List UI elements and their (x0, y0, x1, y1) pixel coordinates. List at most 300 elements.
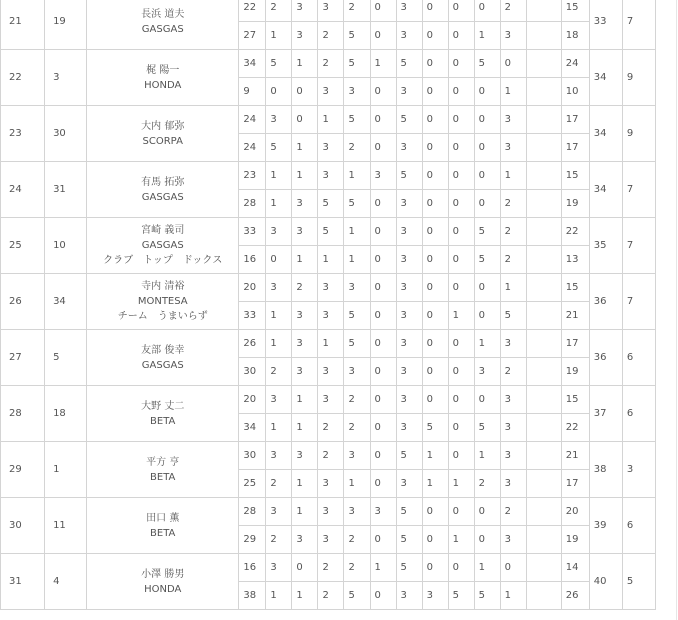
section-score-cell: 0 (422, 274, 448, 302)
rider-cell (87, 554, 239, 610)
section-score-cell: 2 (344, 526, 370, 554)
section-score-cell: 0 (422, 302, 448, 330)
section-score-cell: 0 (370, 358, 396, 386)
section-score-cell: 0 (448, 386, 474, 414)
cleans-cell: 7 (622, 0, 655, 50)
section-score-cell: 3 (318, 162, 344, 190)
cleans-cell: 3 (622, 442, 655, 498)
section-score-cell: 0 (448, 554, 474, 582)
number-cell: 10 (45, 218, 87, 274)
section-score-cell: 3 (396, 0, 422, 22)
section-score-cell: 2 (500, 190, 526, 218)
section-score-cell: 0 (474, 386, 500, 414)
section-score-cell: 3 (266, 106, 292, 134)
section-score-cell: 5 (448, 582, 474, 610)
rider-cell (87, 386, 239, 442)
section-score-cell: 3 (292, 330, 318, 358)
section-score-cell: 3 (292, 358, 318, 386)
section-score-cell: 1 (292, 134, 318, 162)
section-score-cell: 3 (344, 498, 370, 526)
cleans-cell: 7 (622, 274, 655, 330)
section-score-cell: 1 (344, 470, 370, 498)
table-row (1, 106, 656, 134)
section-score-cell: 0 (422, 22, 448, 50)
lap-subtotal-cell: 17 (561, 330, 589, 358)
section-score-cell (526, 106, 561, 134)
section-score-cell: 3 (318, 134, 344, 162)
table-row (1, 162, 656, 190)
rider-team: クラブ トップ ドックス (103, 255, 223, 266)
rider-make: BETA (150, 527, 176, 539)
section-score-cell: 3 (292, 302, 318, 330)
section-score-cell: 0 (448, 498, 474, 526)
rank-cell: 25 (1, 218, 45, 274)
section-score-cell: 1 (318, 106, 344, 134)
section-score-cell: 3 (500, 414, 526, 442)
section-score-cell: 2 (344, 134, 370, 162)
section-score-cell: 3 (266, 218, 292, 246)
rank-cell: 29 (1, 442, 45, 498)
section-score-cell: 0 (474, 302, 500, 330)
rider-team: チーム うまいらず (117, 311, 208, 322)
section-score-cell: 2 (266, 0, 292, 22)
section-score-cell: 3 (266, 554, 292, 582)
section-score-cell: 3 (396, 274, 422, 302)
section-score-cell: 1 (474, 330, 500, 358)
section-score-cell (526, 470, 561, 498)
section-score-cell: 2 (474, 470, 500, 498)
section-score-cell: 1 (292, 162, 318, 190)
section-score-cell: 3 (318, 498, 344, 526)
section-score-cell: 3 (318, 302, 344, 330)
results-body (1, 0, 656, 610)
lap-score-cell: 24 (239, 106, 266, 134)
rider-name: 寺内 清裕 (141, 281, 185, 292)
rank-cell: 30 (1, 498, 45, 554)
section-score-cell: 0 (422, 50, 448, 78)
section-score-cell (526, 414, 561, 442)
section-score-cell: 2 (500, 0, 526, 22)
section-score-cell: 0 (500, 554, 526, 582)
section-score-cell: 5 (344, 582, 370, 610)
section-score-cell: 1 (292, 386, 318, 414)
lap-score-cell: 23 (239, 162, 266, 190)
section-score-cell (526, 218, 561, 246)
section-score-cell (526, 386, 561, 414)
lap-score-cell: 16 (239, 554, 266, 582)
lap-subtotal-cell: 17 (561, 134, 589, 162)
section-score-cell: 3 (396, 218, 422, 246)
rider-cell (87, 498, 239, 554)
lap-subtotal-cell: 19 (561, 190, 589, 218)
rider-make: HONDA (144, 583, 182, 595)
section-score-cell: 0 (448, 358, 474, 386)
section-score-cell: 0 (422, 386, 448, 414)
section-score-cell: 5 (474, 218, 500, 246)
section-score-cell: 2 (344, 386, 370, 414)
rider-name: 大内 郁弥 (141, 120, 185, 132)
section-score-cell: 5 (474, 414, 500, 442)
rider-make: BETA (150, 415, 176, 427)
section-score-cell (526, 50, 561, 78)
section-score-cell: 3 (318, 526, 344, 554)
section-score-cell: 1 (292, 582, 318, 610)
section-score-cell: 1 (474, 554, 500, 582)
section-score-cell: 0 (448, 106, 474, 134)
lap-subtotal-cell: 15 (561, 0, 589, 22)
section-score-cell: 5 (422, 414, 448, 442)
lap-subtotal-cell: 22 (561, 218, 589, 246)
section-score-cell: 3 (500, 134, 526, 162)
section-score-cell: 0 (422, 526, 448, 554)
section-score-cell: 0 (474, 78, 500, 106)
rank-cell: 27 (1, 330, 45, 386)
lap-subtotal-cell: 18 (561, 22, 589, 50)
rider-make: BETA (150, 471, 176, 483)
section-score-cell: 1 (266, 190, 292, 218)
section-score-cell: 1 (370, 50, 396, 78)
section-score-cell: 1 (500, 78, 526, 106)
table-row (1, 442, 656, 470)
section-score-cell: 0 (448, 190, 474, 218)
section-score-cell: 0 (422, 134, 448, 162)
rider-make: GASGAS (141, 23, 184, 35)
section-score-cell: 3 (396, 78, 422, 106)
section-score-cell: 0 (448, 22, 474, 50)
section-score-cell: 1 (266, 582, 292, 610)
table-row (1, 554, 656, 582)
lap-score-cell: 38 (239, 582, 266, 610)
rider-name: 長浜 道夫 (141, 8, 185, 20)
cleans-cell: 6 (622, 330, 655, 386)
section-score-cell: 2 (344, 0, 370, 22)
lap-subtotal-cell: 20 (561, 498, 589, 526)
section-score-cell: 0 (370, 134, 396, 162)
section-score-cell (526, 134, 561, 162)
section-score-cell: 5 (396, 526, 422, 554)
section-score-cell: 0 (370, 302, 396, 330)
number-cell: 5 (45, 330, 87, 386)
section-score-cell: 5 (344, 50, 370, 78)
table-row (1, 274, 656, 302)
section-score-cell (526, 554, 561, 582)
section-score-cell: 0 (370, 0, 396, 22)
rider-name: 梶 陽一 (146, 64, 180, 76)
lap-score-cell: 33 (239, 302, 266, 330)
section-score-cell: 5 (318, 190, 344, 218)
cleans-cell: 7 (622, 218, 655, 274)
lap-subtotal-cell: 24 (561, 50, 589, 78)
section-score-cell: 3 (292, 526, 318, 554)
section-score-cell: 3 (474, 358, 500, 386)
section-score-cell: 1 (292, 498, 318, 526)
number-cell: 11 (45, 498, 87, 554)
section-score-cell: 0 (500, 50, 526, 78)
section-score-cell: 0 (474, 526, 500, 554)
section-score-cell: 3 (344, 442, 370, 470)
section-score-cell: 1 (292, 50, 318, 78)
section-score-cell: 1 (448, 470, 474, 498)
section-score-cell: 0 (422, 358, 448, 386)
section-score-cell: 0 (370, 218, 396, 246)
table-row (1, 498, 656, 526)
section-score-cell: 2 (500, 358, 526, 386)
cleans-cell: 5 (622, 554, 655, 610)
lap-score-cell: 22 (239, 0, 266, 22)
lap-score-cell: 25 (239, 470, 266, 498)
rider-cell (87, 274, 239, 330)
total-cell: 37 (589, 386, 622, 442)
section-score-cell: 0 (448, 246, 474, 274)
number-cell: 1 (45, 442, 87, 498)
lap-score-cell: 20 (239, 386, 266, 414)
section-score-cell: 1 (292, 414, 318, 442)
section-score-cell (526, 190, 561, 218)
rider-make: GASGAS (141, 191, 184, 203)
section-score-cell: 5 (344, 190, 370, 218)
section-score-cell: 5 (474, 582, 500, 610)
section-score-cell: 5 (474, 246, 500, 274)
section-score-cell: 3 (344, 274, 370, 302)
section-score-cell: 2 (266, 358, 292, 386)
lap-subtotal-cell: 22 (561, 414, 589, 442)
rider-cell (87, 0, 239, 50)
section-score-cell: 3 (500, 106, 526, 134)
section-score-cell: 2 (344, 414, 370, 442)
rider-name: 宮崎 義司 (141, 225, 185, 236)
section-score-cell: 5 (266, 134, 292, 162)
section-score-cell: 5 (344, 302, 370, 330)
section-score-cell: 1 (500, 162, 526, 190)
section-score-cell: 0 (448, 162, 474, 190)
section-score-cell: 0 (266, 78, 292, 106)
section-score-cell: 0 (370, 22, 396, 50)
section-score-cell: 0 (448, 134, 474, 162)
section-score-cell: 2 (266, 526, 292, 554)
section-score-cell: 0 (370, 190, 396, 218)
lap-subtotal-cell: 13 (561, 246, 589, 274)
section-score-cell (526, 330, 561, 358)
section-score-cell: 3 (500, 442, 526, 470)
page-edge-line (676, 0, 677, 620)
lap-score-cell: 26 (239, 330, 266, 358)
total-cell: 36 (589, 274, 622, 330)
table-row (1, 218, 656, 246)
lap-subtotal-cell: 17 (561, 470, 589, 498)
section-score-cell (526, 246, 561, 274)
section-score-cell: 3 (500, 470, 526, 498)
section-score-cell: 0 (422, 106, 448, 134)
rider-name: 有馬 拓弥 (141, 176, 185, 188)
section-score-cell: 1 (318, 246, 344, 274)
section-score-cell (526, 302, 561, 330)
section-score-cell: 1 (266, 302, 292, 330)
lap-score-cell: 24 (239, 134, 266, 162)
section-score-cell (526, 582, 561, 610)
section-score-cell: 3 (500, 386, 526, 414)
section-score-cell: 0 (370, 78, 396, 106)
section-score-cell: 0 (370, 526, 396, 554)
section-score-cell: 0 (474, 134, 500, 162)
section-score-cell: 1 (266, 162, 292, 190)
section-score-cell (526, 526, 561, 554)
section-score-cell: 3 (266, 386, 292, 414)
section-score-cell: 5 (344, 330, 370, 358)
section-score-cell (526, 442, 561, 470)
section-score-cell: 3 (344, 78, 370, 106)
section-score-cell (526, 358, 561, 386)
lap-subtotal-cell: 15 (561, 274, 589, 302)
number-cell: 3 (45, 50, 87, 106)
section-score-cell: 1 (344, 162, 370, 190)
table-row (1, 50, 656, 78)
total-cell: 36 (589, 330, 622, 386)
lap-score-cell: 30 (239, 358, 266, 386)
section-score-cell: 0 (370, 246, 396, 274)
rank-cell: 22 (1, 50, 45, 106)
section-score-cell: 0 (422, 498, 448, 526)
section-score-cell: 0 (474, 190, 500, 218)
section-score-cell: 1 (370, 554, 396, 582)
section-score-cell: 3 (292, 190, 318, 218)
lap-score-cell: 16 (239, 246, 266, 274)
section-score-cell: 2 (292, 274, 318, 302)
section-score-cell: 1 (344, 246, 370, 274)
rank-cell: 24 (1, 162, 45, 218)
lap-subtotal-cell: 15 (561, 386, 589, 414)
section-score-cell: 3 (396, 246, 422, 274)
section-score-cell: 3 (318, 274, 344, 302)
cleans-cell: 6 (622, 386, 655, 442)
total-cell: 35 (589, 218, 622, 274)
rider-make: MONTESA (137, 296, 188, 307)
lap-score-cell: 20 (239, 274, 266, 302)
section-score-cell: 3 (396, 190, 422, 218)
section-score-cell: 0 (474, 498, 500, 526)
rank-cell: 23 (1, 106, 45, 162)
section-score-cell: 5 (396, 498, 422, 526)
rider-name: 田口 薫 (146, 512, 180, 524)
lap-score-cell: 34 (239, 50, 266, 78)
section-score-cell: 3 (292, 22, 318, 50)
section-score-cell: 0 (422, 218, 448, 246)
lap-score-cell: 33 (239, 218, 266, 246)
lap-score-cell: 30 (239, 442, 266, 470)
section-score-cell: 3 (422, 582, 448, 610)
section-score-cell: 5 (474, 50, 500, 78)
section-score-cell: 3 (318, 386, 344, 414)
number-cell: 19 (45, 0, 87, 50)
section-score-cell (526, 498, 561, 526)
section-score-cell: 2 (318, 414, 344, 442)
lap-score-cell: 9 (239, 78, 266, 106)
section-score-cell: 0 (422, 0, 448, 22)
section-score-cell: 0 (292, 78, 318, 106)
lap-subtotal-cell: 26 (561, 582, 589, 610)
number-cell: 34 (45, 274, 87, 330)
section-score-cell: 3 (266, 274, 292, 302)
lap-subtotal-cell: 15 (561, 162, 589, 190)
lap-subtotal-cell: 14 (561, 554, 589, 582)
section-score-cell: 3 (318, 358, 344, 386)
section-score-cell: 1 (266, 414, 292, 442)
section-score-cell: 5 (396, 554, 422, 582)
lap-subtotal-cell: 19 (561, 358, 589, 386)
lap-score-cell: 28 (239, 498, 266, 526)
rider-make: GASGAS (141, 240, 184, 251)
section-score-cell: 2 (500, 246, 526, 274)
section-score-cell: 5 (396, 442, 422, 470)
section-score-cell (526, 22, 561, 50)
rider-cell (87, 106, 239, 162)
section-score-cell: 0 (370, 470, 396, 498)
section-score-cell: 0 (422, 246, 448, 274)
section-score-cell: 3 (396, 470, 422, 498)
section-score-cell: 2 (266, 470, 292, 498)
section-score-cell: 1 (448, 302, 474, 330)
section-score-cell: 0 (474, 274, 500, 302)
cleans-cell: 6 (622, 498, 655, 554)
section-score-cell: 5 (396, 50, 422, 78)
total-cell: 39 (589, 498, 622, 554)
section-score-cell: 3 (396, 358, 422, 386)
section-score-cell: 3 (396, 330, 422, 358)
section-score-cell: 3 (396, 414, 422, 442)
total-cell: 38 (589, 442, 622, 498)
section-score-cell: 3 (318, 0, 344, 22)
lap-subtotal-cell: 17 (561, 106, 589, 134)
total-cell: 34 (589, 106, 622, 162)
section-score-cell: 2 (318, 554, 344, 582)
section-score-cell: 0 (448, 0, 474, 22)
section-score-cell: 1 (422, 442, 448, 470)
rider-make: SCORPA (142, 135, 183, 147)
section-score-cell: 2 (500, 218, 526, 246)
table-row (1, 330, 656, 358)
number-cell: 31 (45, 162, 87, 218)
total-cell: 40 (589, 554, 622, 610)
section-score-cell: 1 (266, 22, 292, 50)
section-score-cell: 3 (318, 78, 344, 106)
section-score-cell: 0 (422, 162, 448, 190)
lap-subtotal-cell: 21 (561, 442, 589, 470)
total-cell: 34 (589, 162, 622, 218)
section-score-cell (526, 78, 561, 106)
number-cell: 4 (45, 554, 87, 610)
section-score-cell: 0 (370, 414, 396, 442)
table-row (1, 386, 656, 414)
lap-score-cell: 29 (239, 526, 266, 554)
section-score-cell: 0 (422, 554, 448, 582)
section-score-cell: 5 (318, 218, 344, 246)
section-score-cell: 1 (266, 330, 292, 358)
section-score-cell: 1 (422, 470, 448, 498)
section-score-cell: 0 (448, 442, 474, 470)
cleans-cell: 9 (622, 106, 655, 162)
section-score-cell: 3 (344, 358, 370, 386)
section-score-cell: 3 (370, 498, 396, 526)
section-score-cell: 0 (448, 78, 474, 106)
lap-subtotal-cell: 10 (561, 78, 589, 106)
rider-name: 友部 俊幸 (141, 344, 185, 356)
section-score-cell: 1 (318, 330, 344, 358)
lap-score-cell: 27 (239, 22, 266, 50)
rider-cell (87, 330, 239, 386)
lap-score-cell: 28 (239, 190, 266, 218)
rider-name: 小澤 勝男 (141, 568, 185, 580)
number-cell: 18 (45, 386, 87, 442)
section-score-cell: 0 (266, 246, 292, 274)
